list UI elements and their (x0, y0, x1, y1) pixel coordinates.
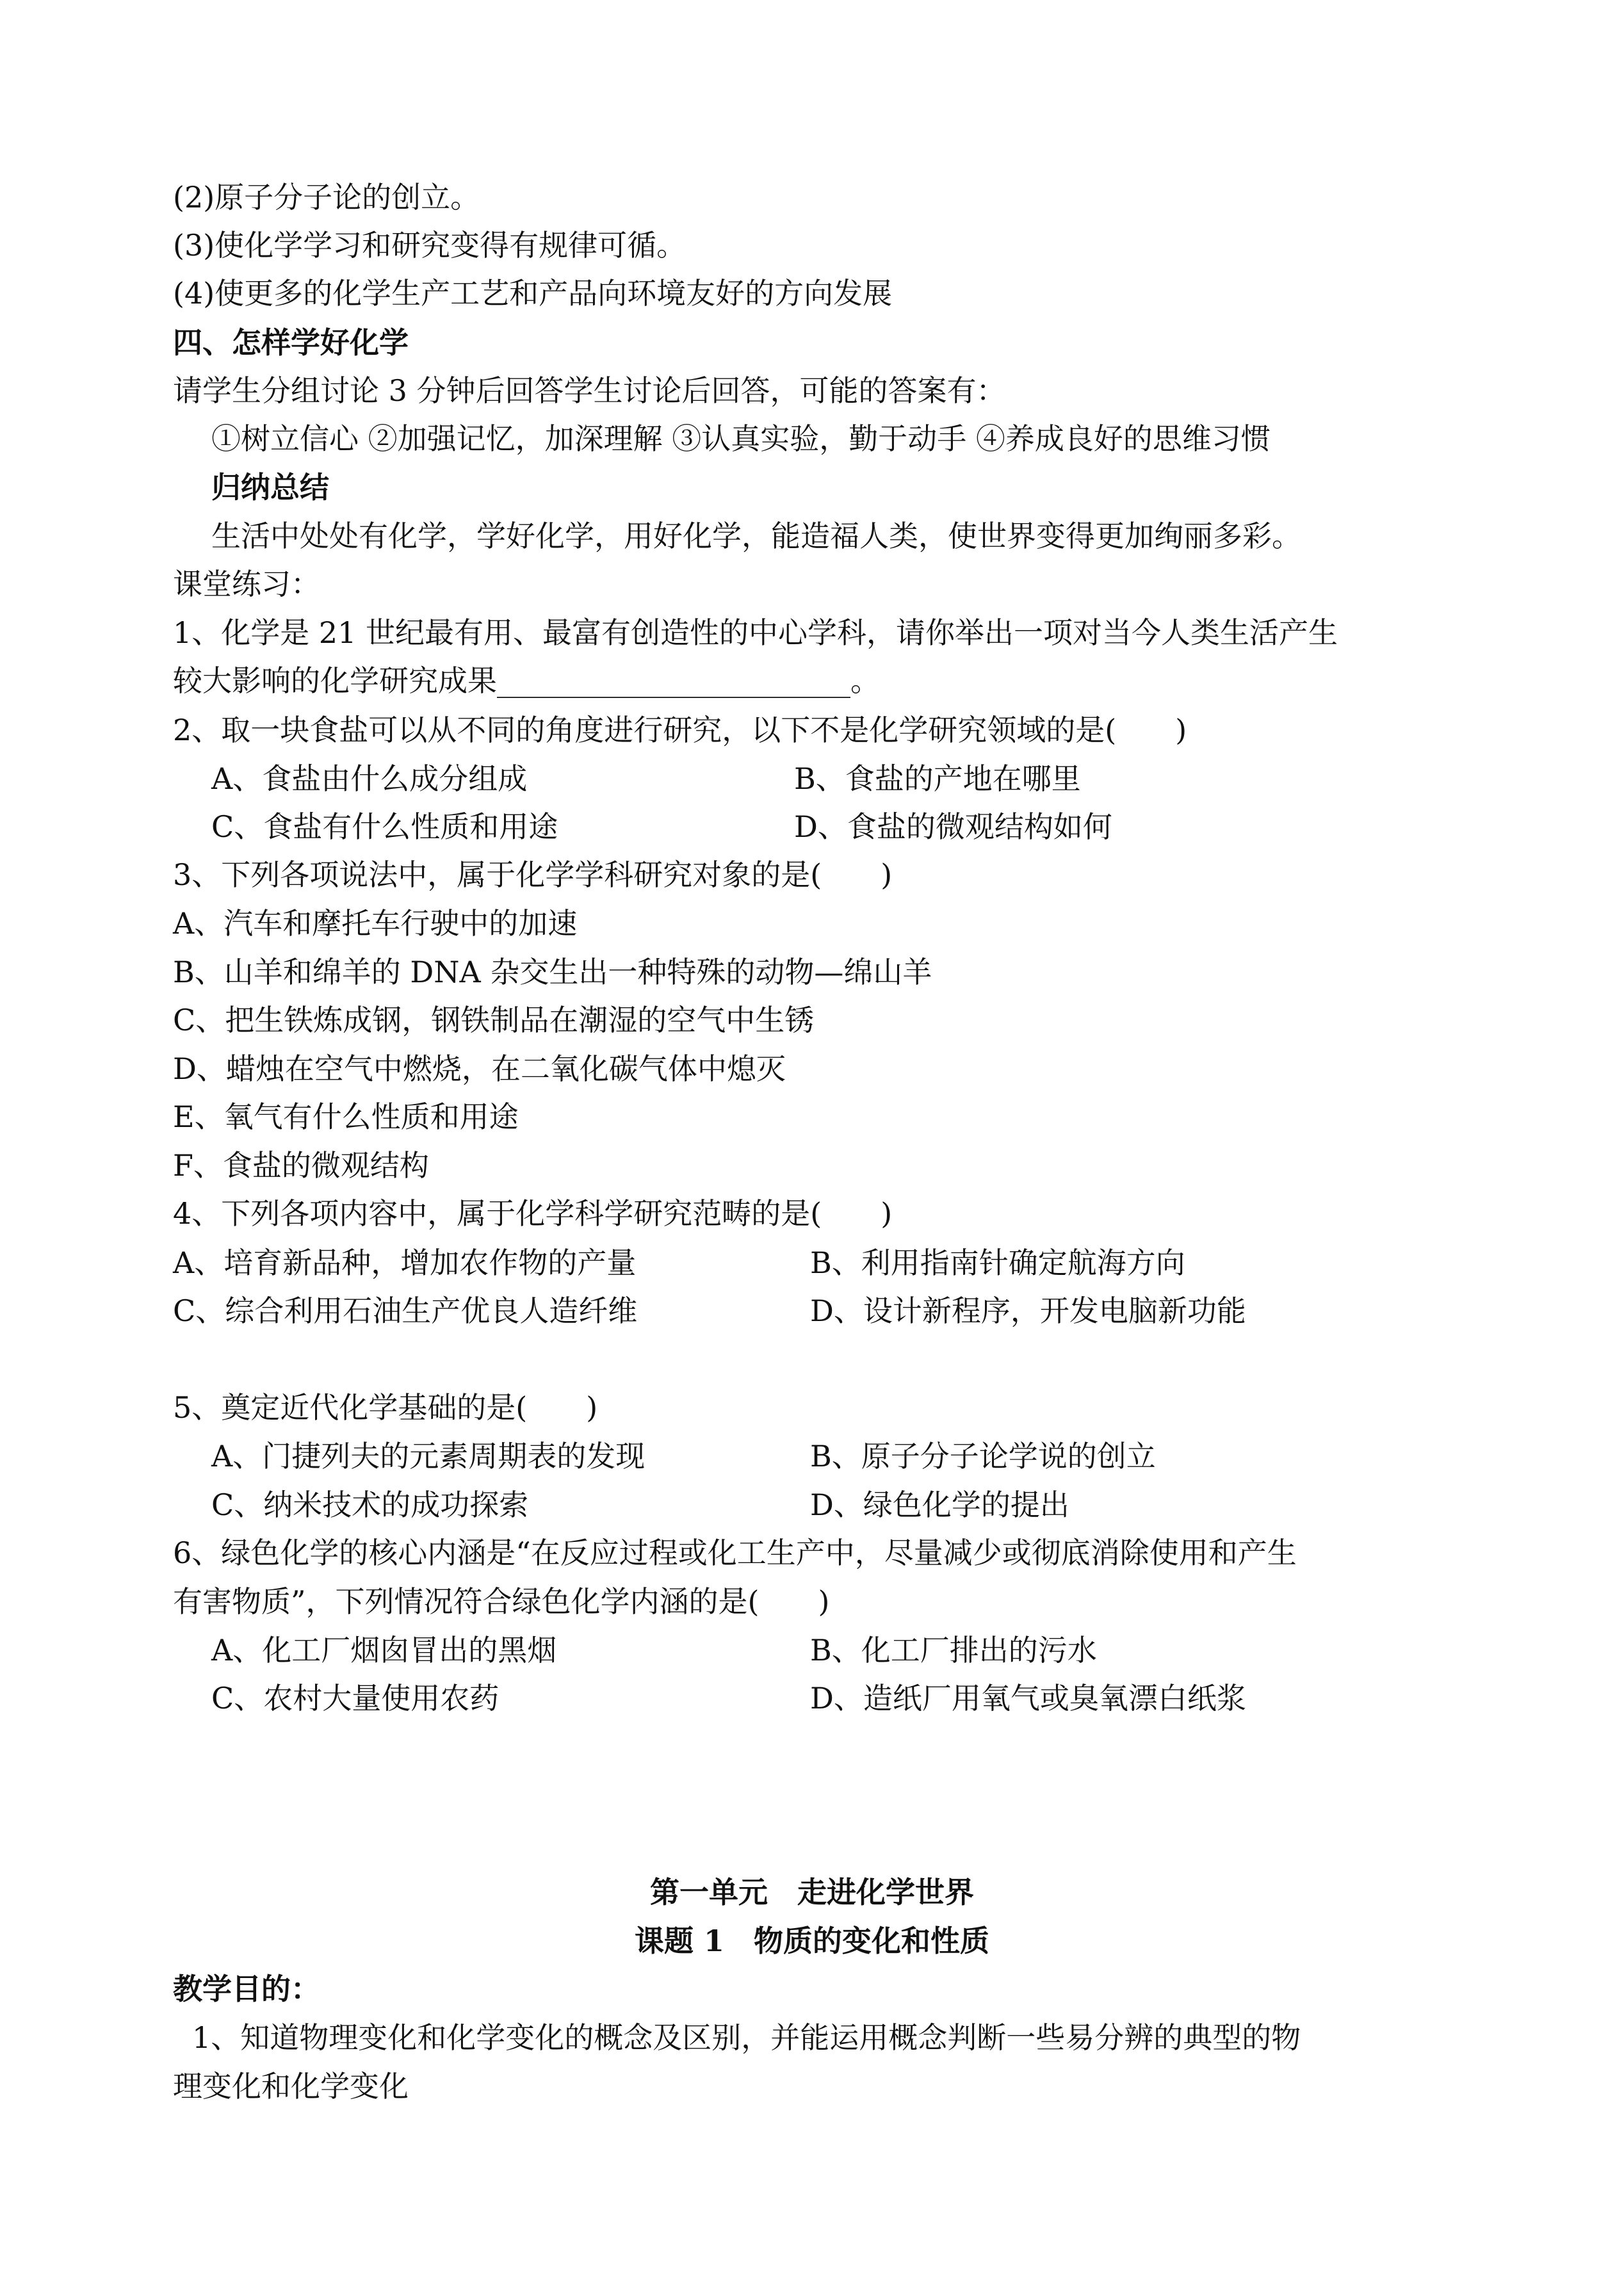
history-item-2: (2)原子分子论的创立。 (173, 180, 480, 215)
question-6-stem-line-2: 有害物质”，下列情况符合绿色化学内涵的是( ) (173, 1584, 830, 1619)
question-6-stem-line-1: 6、绿色化学的核心内涵是“在反应过程或化工生产中，尽量减少或彻底消除使用和产生 (173, 1536, 1297, 1570)
question-4-options-row-1 (173, 1244, 1185, 1282)
question-4-option-d: D、设计新程序，开发电脑新功能 (810, 1293, 1246, 1328)
question-3-option-f: F、食盐的微观结构 (173, 1148, 429, 1183)
summary-heading: 归纳总结 (211, 470, 329, 505)
question-3-stem: 3、下列各项说法中，属于化学学科研究对象的是( ) (173, 857, 893, 892)
question-1-line-1: 1、化学是 21 世纪最有用、最富有创造性的中心学科，请你举出一项对当今人类生活产生 (173, 615, 1338, 650)
lesson-title: 课题 1 物质的变化和性质 (634, 1924, 990, 1958)
question-1-line-2: 较大影响的化学研究成果________________________。 (173, 663, 880, 698)
objective-1-line-1: 1、知道物理变化和化学变化的概念及区别，并能运用概念判断一些易分辨的典型的物 (192, 2020, 1301, 2055)
section-four-heading: 四、怎样学好化学 (173, 325, 409, 360)
question-6-options-row-1 (211, 1631, 1097, 1669)
question-2-option-c: C、食盐有什么性质和用途 (211, 809, 558, 844)
possible-answers: ①树立信心 ②加强记忆，加深理解 ③认真实验，勤于动手 ④养成良好的思维习惯 (211, 421, 1271, 456)
question-6-option-c: C、农村大量使用农药 (211, 1681, 499, 1715)
exercises-heading: 课堂练习： (173, 567, 320, 601)
question-3-option-b: B、山羊和绵羊的 DNA 杂交生出一种特殊的动物—绵山羊 (173, 955, 932, 989)
question-5-option-a: A、门捷列夫的元素周期表的发现 (211, 1439, 646, 1473)
question-5-stem: 5、奠定近代化学基础的是( ) (173, 1390, 598, 1425)
question-6-option-a: A、化工厂烟囱冒出的黑烟 (211, 1633, 557, 1667)
question-4-stem: 4、下列各项内容中，属于化学科学研究范畴的是( ) (173, 1196, 893, 1231)
question-3-option-d: D、蜡烛在空气中燃烧，在二氧化碳气体中熄灭 (173, 1051, 786, 1086)
question-3-option-e: E、氧气有什么性质和用途 (173, 1099, 519, 1134)
question-4-options-row-2 (173, 1292, 1246, 1330)
question-2-option-d: D、食盐的微观结构如何 (794, 809, 1112, 844)
question-4-option-b: B、利用指南针确定航海方向 (810, 1245, 1185, 1280)
question-5-options-row-2 (211, 1486, 1069, 1524)
summary-text: 生活中处处有化学，学好化学，用好化学，能造福人类，使世界变得更加绚丽多彩。 (211, 519, 1301, 553)
history-item-4: (4)使更多的化学生产工艺和产品向环境友好的方向发展 (173, 276, 893, 311)
history-item-3: (3)使化学学习和研究变得有规律可循。 (173, 228, 686, 263)
question-3-option-c: C、把生铁炼成钢，钢铁制品在潮湿的空气中生锈 (173, 1003, 815, 1037)
question-6-option-b: B、化工厂排出的污水 (810, 1633, 1097, 1667)
question-5-options-row-1 (211, 1437, 1156, 1475)
discussion-prompt: 请学生分组讨论 3 分钟后回答学生讨论后回答，可能的答案有： (173, 373, 1006, 408)
question-6-options-row-2 (211, 1679, 1246, 1717)
objectives-heading: 教学目的： (173, 1972, 320, 2006)
question-5-option-d: D、绿色化学的提出 (810, 1488, 1069, 1522)
objective-1-line-2: 理变化和化学变化 (173, 2069, 409, 2104)
question-2-options-row-1 (211, 759, 1081, 798)
question-4-option-a: A、培育新品种，增加农作物的产量 (173, 1245, 637, 1280)
unit-title: 第一单元 走进化学世界 (650, 1875, 974, 1910)
question-5-option-b: B、原子分子论学说的创立 (810, 1439, 1156, 1473)
question-4-option-c: C、综合利用石油生产优良人造纤维 (173, 1293, 638, 1328)
question-2-option-b: B、食盐的产地在哪里 (794, 761, 1081, 796)
question-2-stem: 2、取一块食盐可以从不同的角度进行研究，以下不是化学研究领域的是( ) (173, 713, 1187, 747)
question-3-option-a: A、汽车和摩托车行驶中的加速 (173, 906, 578, 941)
question-2-options-row-2 (211, 807, 1112, 846)
question-2-option-a: A、食盐由什么成分组成 (211, 761, 528, 796)
question-6-option-d: D、造纸厂用氧气或臭氧漂白纸浆 (810, 1681, 1246, 1715)
question-5-option-c: C、纳米技术的成功探索 (211, 1488, 529, 1522)
